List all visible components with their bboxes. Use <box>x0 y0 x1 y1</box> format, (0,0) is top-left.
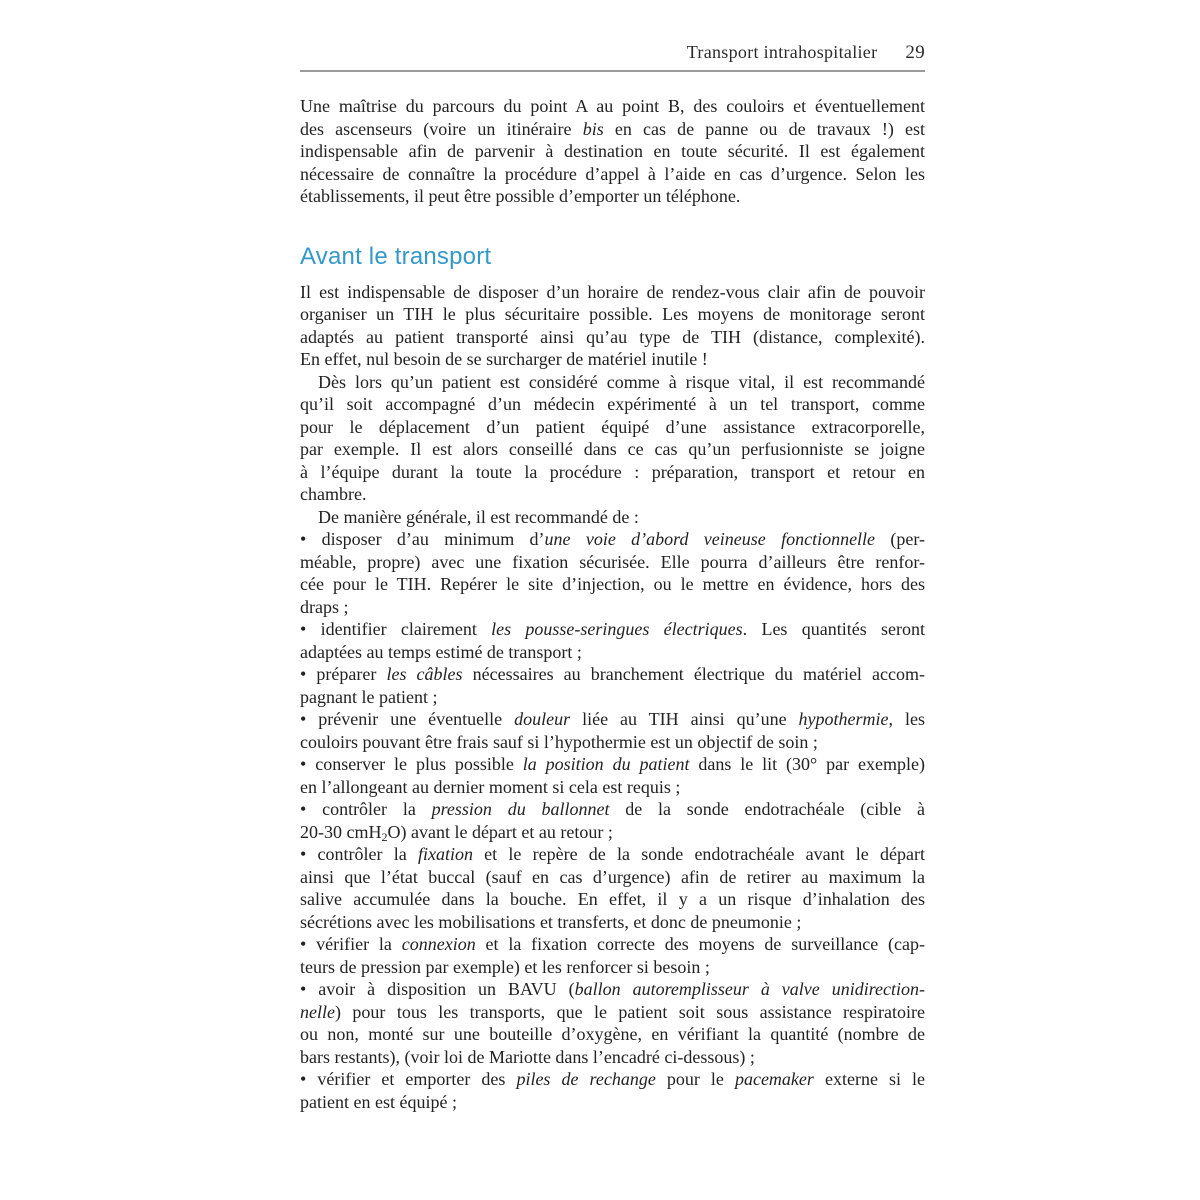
header-rule <box>300 70 925 72</box>
text-line: • contrôler la fixation et le repère de la sonde endotrachéale avant le départ <box>300 844 925 864</box>
text-line: en l’allongeant au dernier moment si cela est requis ; <box>300 776 681 797</box>
section-heading: Avant le transport <box>300 242 492 270</box>
text-line: cée pour le TIH. Repérer le site d’injection, ou le mettre en évidence, hors des <box>300 574 925 594</box>
italic-text: une voie d’abord veineuse fonctionnelle <box>544 529 876 549</box>
text-line: à l’équipe durant la toute la procédure : préparation, transport et retour en <box>300 461 925 482</box>
text-line: organiser un TIH le plus sécuritaire possible. Les moyens de monitorage seront <box>300 304 925 324</box>
italic-text: fixation <box>417 844 473 864</box>
text-line: par exemple. Il est alors conseillé dans ce cas qu’un perfusionniste se joigne <box>300 439 925 459</box>
page-content <box>300 95 925 1113</box>
text-line: salive accumulée dans la bouche. En effet, il y a un risque d’inhalation des <box>300 889 925 909</box>
text-line: qu’il soit accompagné d’un médecin expérimenté à un tel transport, comme <box>300 394 925 414</box>
subscript-text: 2 <box>381 829 388 844</box>
bullet-item <box>300 753 925 798</box>
text-line: • vérifier la connexion et la fixation correcte des moyens de surveillance (cap- <box>300 934 925 954</box>
text-line: Une maîtrise du parcours du point A au point B, des couloirs et éventuellement <box>300 96 925 116</box>
text-line: Il est indispensable de disposer d’un horaire de rendez-vous clair afin de pouvoir <box>300 281 925 302</box>
text-line: draps ; <box>300 596 349 617</box>
text-line: nelle) pour tous les transports, que le patient soit sous assistance respiratoire <box>300 1001 925 1022</box>
bullet-item <box>300 978 925 1068</box>
italic-text: piles de rechange <box>516 1069 656 1089</box>
text-line: méable, propre) avec une fixation sécurisée. Elle pourra d’ailleurs être renfor- <box>300 551 925 572</box>
text-line: établissements, il peut être possible d’emporter un téléphone. <box>300 186 741 206</box>
text-line: Dès lors qu’un patient est considéré comme à risque vital, il est recommandé <box>318 371 925 392</box>
text-line: teurs de pression par exemple) et les renforcer si besoin ; <box>300 956 710 977</box>
italic-text: nelle <box>300 1001 335 1022</box>
text-line: des ascenseurs (voire un itinéraire bis en cas de panne ou de travaux !) est <box>300 118 925 139</box>
italic-text: connexion <box>401 934 476 954</box>
bullet-item <box>300 1068 925 1113</box>
text-line: • contrôler la pression du ballonnet de la sonde endotrachéale (cible à <box>300 799 925 819</box>
bullet-item <box>300 663 925 708</box>
text-line: • prévenir une éventuelle douleur liée au TIH ainsi qu’une hypothermie, les <box>300 709 925 729</box>
page-number: 29 <box>905 42 925 63</box>
text-line: ou non, monté sur une bouteille d’oxygène, en vérifiant la quantité (nombre de <box>300 1024 925 1044</box>
italic-text: pacemaker <box>734 1069 814 1089</box>
bullet-item <box>300 618 925 663</box>
text-line: patient en est équipé ; <box>300 1091 457 1112</box>
text-line: De manière générale, il est recommandé de : <box>318 506 639 527</box>
text-line: 20-30 cmH$_2$O) avant le départ et au retour ; <box>300 821 613 844</box>
paragraph <box>300 95 925 208</box>
italic-text: les câbles <box>386 664 463 684</box>
text-line: chambre. <box>300 484 367 504</box>
italic-text: la position du patient <box>522 754 690 774</box>
paragraph <box>300 281 925 371</box>
italic-text: hypothermie <box>798 709 889 729</box>
text-line: • vérifier et emporter des piles de rechange pour le pacemaker externe si le <box>300 1069 926 1089</box>
text-column <box>300 42 925 1113</box>
italic-text: pression du ballonnet <box>431 799 610 819</box>
text-line: • conserver le plus possible la position du patient dans le lit (30° par exemple) <box>300 754 925 774</box>
bullet-item <box>300 528 925 618</box>
running-head <box>300 42 925 63</box>
text-line: pour le déplacement d’un patient équipé d’une assistance extracorporelle, <box>300 416 925 437</box>
text-line: couloirs pouvant être frais sauf si l’hypothermie est un objectif de soin ; <box>300 731 818 752</box>
text-line: nécessaire de connaître la procédure d’appel à l’aide en cas d’urgence. Selon les <box>300 163 925 184</box>
text-line: • avoir à disposition un BAVU (ballon autoremplisseur à valve unidirection- <box>300 979 926 999</box>
bullet-item <box>300 933 925 978</box>
text-line: indispensable afin de parvenir à destination en toute sécurité. Il est également <box>300 141 925 161</box>
paragraph <box>300 371 925 506</box>
bullet-item <box>300 843 925 933</box>
italic-text: bis <box>582 118 604 139</box>
text-line: • préparer les câbles nécessaires au branchement électrique du matériel accom- <box>300 664 925 684</box>
text-line: sécrétions avec les mobilisations et transferts, et donc de pneumonie ; <box>300 911 802 932</box>
text-line: En effet, nul besoin de se surcharger de matériel inutile ! <box>300 349 708 369</box>
text-line: ainsi que l’état buccal (sauf en cas d’urgence) afin de retirer au maximum la <box>300 866 925 887</box>
text-line: bars restants), (voir loi de Mariotte dans l’encadré ci-dessous) ; <box>300 1046 755 1067</box>
paragraph <box>300 506 925 529</box>
text-line: • disposer d’au minimum d’une voie d’abord veineuse fonctionnelle (per- <box>300 529 925 549</box>
bullet-item <box>300 798 925 843</box>
italic-text: ballon autoremplisseur à valve unidirection- <box>574 979 926 999</box>
italic-text: douleur <box>514 709 571 729</box>
italic-text: les pousse-seringues électriques <box>491 619 743 639</box>
running-title: Transport intrahospitalier <box>686 42 878 62</box>
text-line: adaptées au temps estimé de transport ; <box>300 641 582 662</box>
text-line: adaptés au patient transporté ainsi qu’au type de TIH (distance, complexité). <box>300 326 925 347</box>
text-line: pagnant le patient ; <box>300 686 438 707</box>
bullet-item <box>300 708 925 753</box>
text-line: • identifier clairement les pousse-seringues électriques. Les quantités seront <box>300 619 925 639</box>
